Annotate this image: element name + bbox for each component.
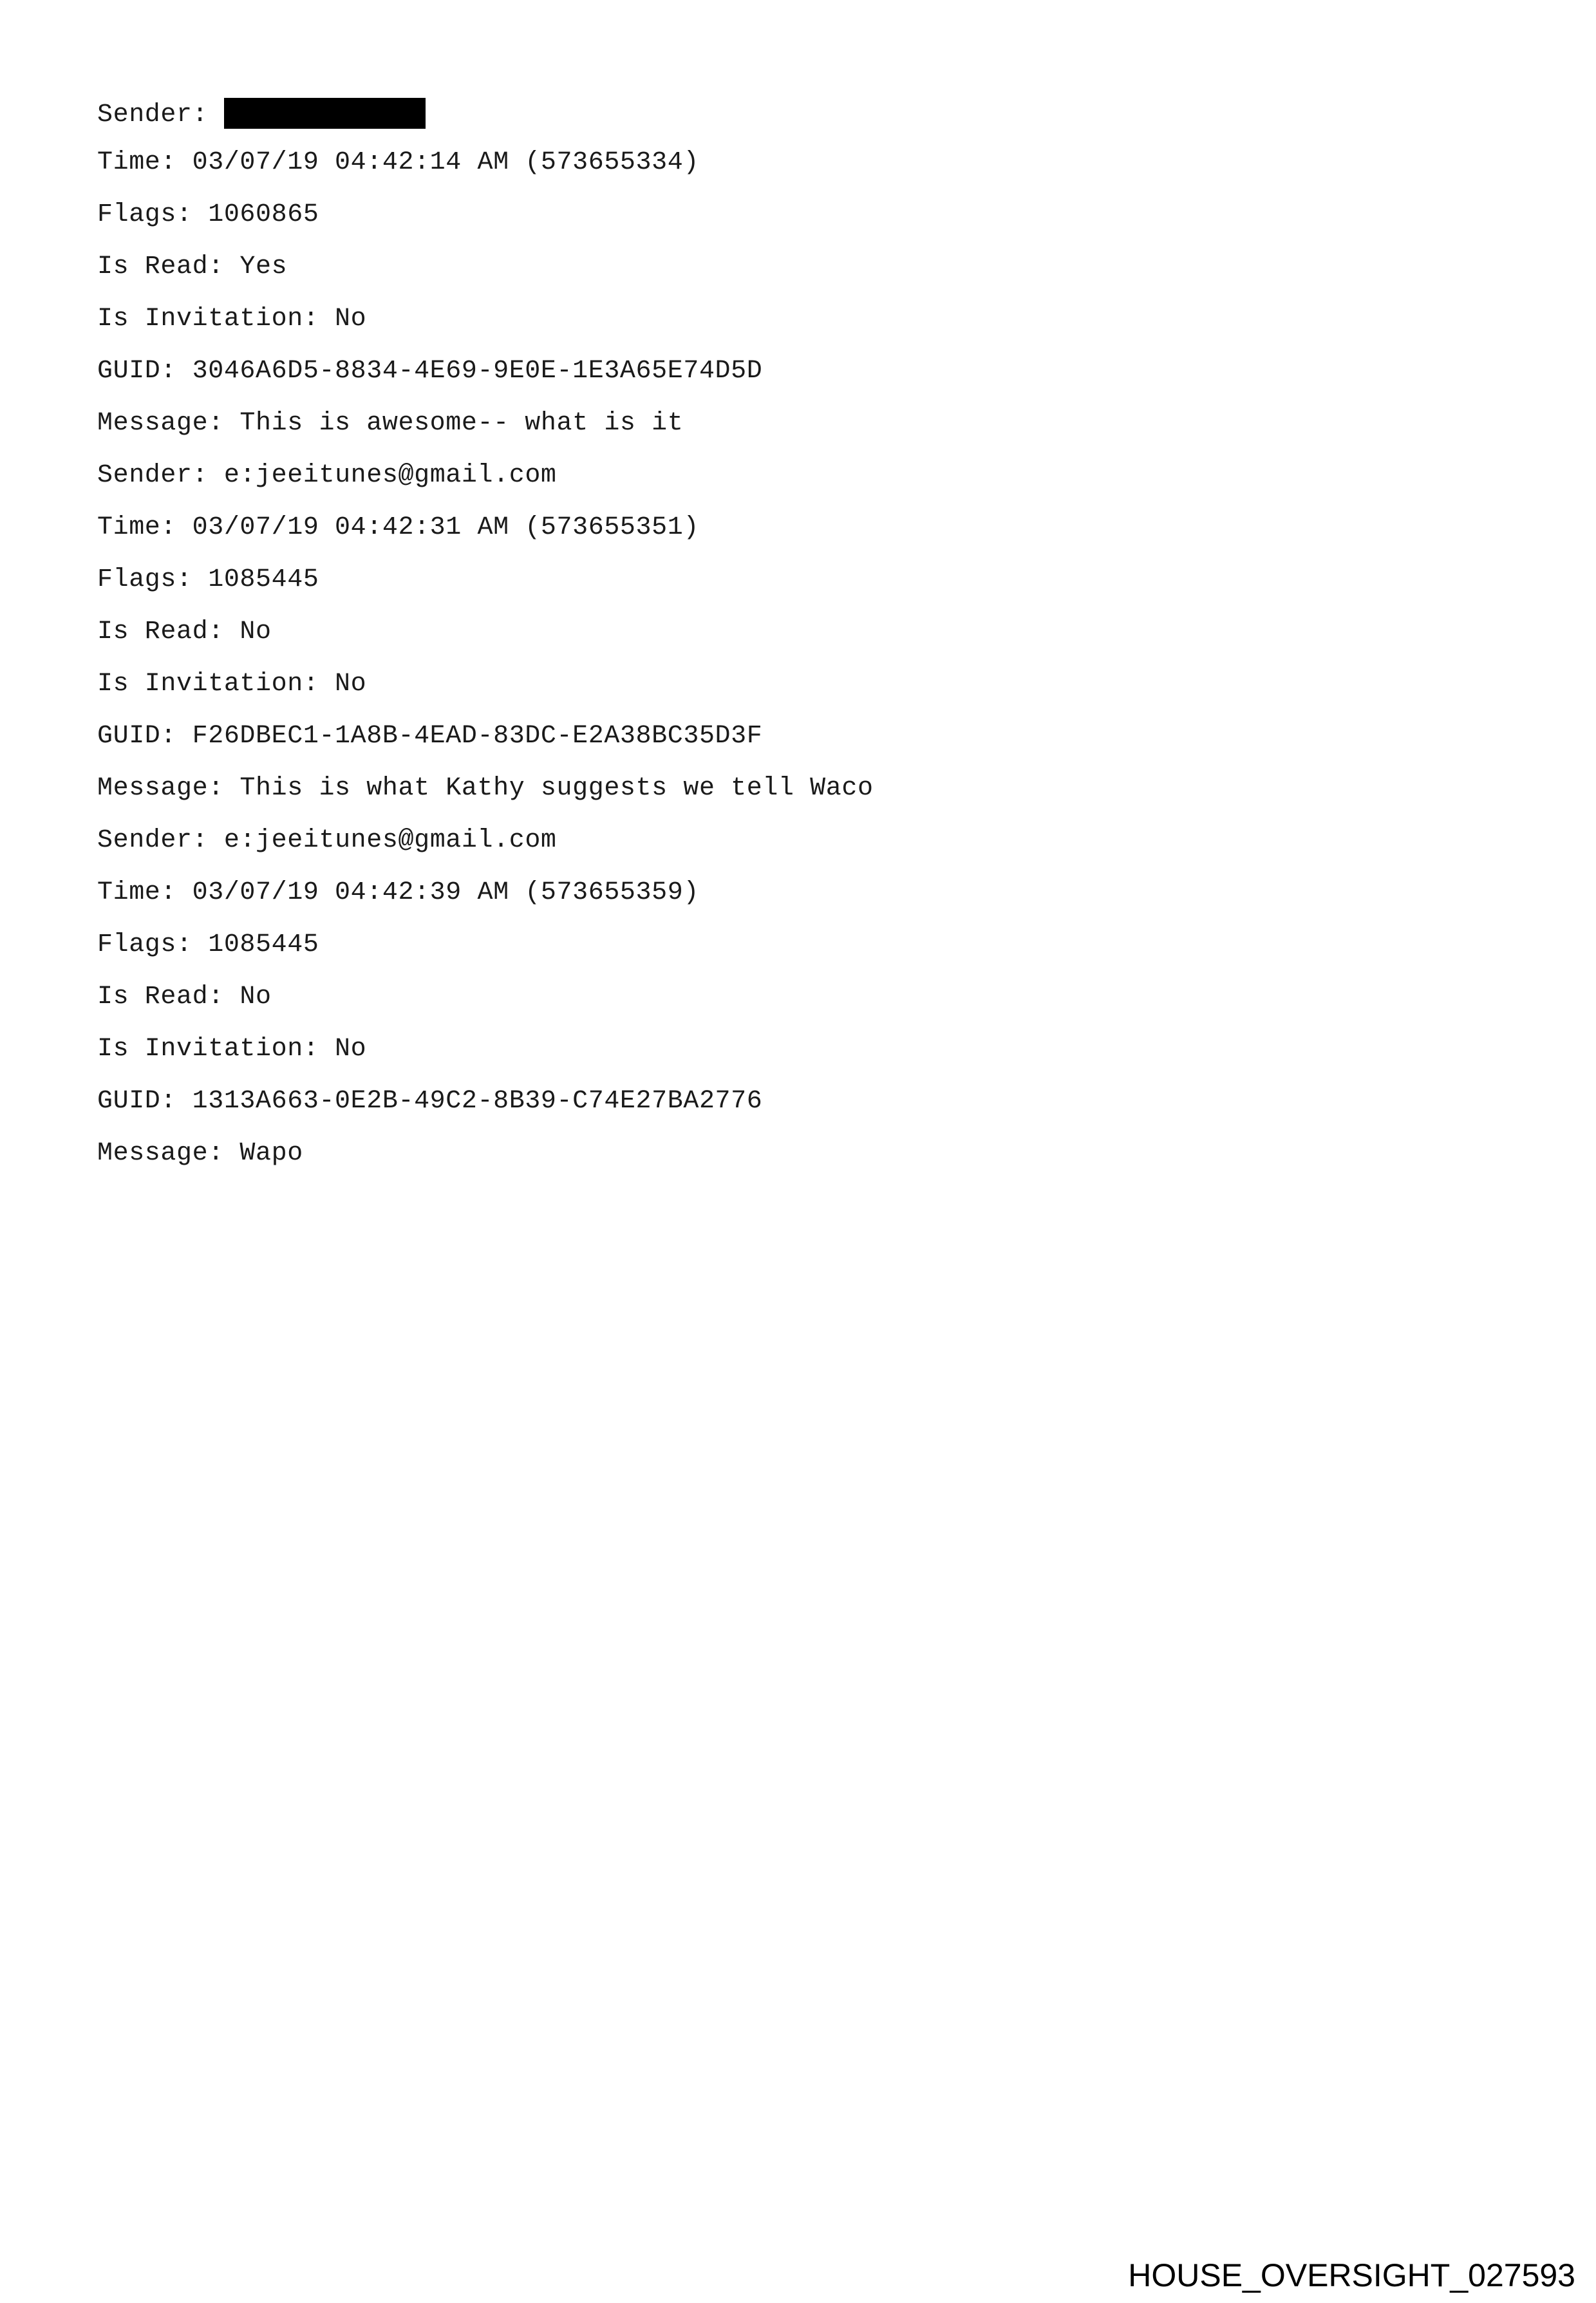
- sender-line: [97, 463, 1514, 489]
- sender-label: Sender:: [97, 461, 224, 490]
- bates-number: HOUSE_OVERSIGHT_027593: [1128, 2257, 1575, 2293]
- guid-line: GUID: 1313A663-0E2B-49C2-8B39-C74E27BA2776: [97, 1087, 763, 1116]
- time-line: Time: 03/07/19 04:42:31 AM (573655351): [97, 513, 699, 542]
- redaction-box: [224, 98, 426, 129]
- guid-line: GUID: F26DBEC1-1A8B-4EAD-83DC-E2A38BC35D3F: [97, 722, 763, 751]
- message-records: [97, 98, 1514, 1193]
- flags-line: Flags: 1085445: [97, 930, 319, 959]
- flags-line: Flags: 1085445: [97, 565, 319, 594]
- is-invitation-line: Is Invitation: No: [97, 670, 367, 699]
- message-record-3: [97, 828, 1514, 1167]
- is-invitation-line: Is Invitation: No: [97, 1035, 367, 1064]
- is-read-line: Is Read: No: [97, 982, 272, 1011]
- message-line: Message: This is what Kathy suggests we tell Waco: [97, 774, 874, 803]
- sender-value: e:jeeitunes@gmail.com: [223, 461, 557, 490]
- message-record-1: [97, 98, 1514, 437]
- flags-line: Flags: 1060865: [97, 200, 319, 229]
- sender-label: Sender:: [97, 826, 224, 855]
- is-read-line: Is Read: Yes: [97, 252, 288, 281]
- sender-line: [97, 98, 1514, 129]
- is-invitation-line: Is Invitation: No: [97, 305, 367, 334]
- sender-value: e:jeeitunes@gmail.com: [223, 826, 557, 855]
- time-line: Time: 03/07/19 04:42:14 AM (573655334): [97, 148, 699, 177]
- sender-label: Sender:: [97, 100, 224, 129]
- message-line: Message: Wapo: [97, 1139, 303, 1168]
- sender-line: [97, 828, 1514, 854]
- message-record-2: [97, 463, 1514, 802]
- time-line: Time: 03/07/19 04:42:39 AM (573655359): [97, 878, 699, 907]
- is-read-line: Is Read: No: [97, 617, 272, 646]
- guid-line: GUID: 3046A6D5-8834-4E69-9E0E-1E3A65E74D5D: [97, 357, 763, 386]
- message-line: Message: This is awesome-- what is it: [97, 409, 684, 438]
